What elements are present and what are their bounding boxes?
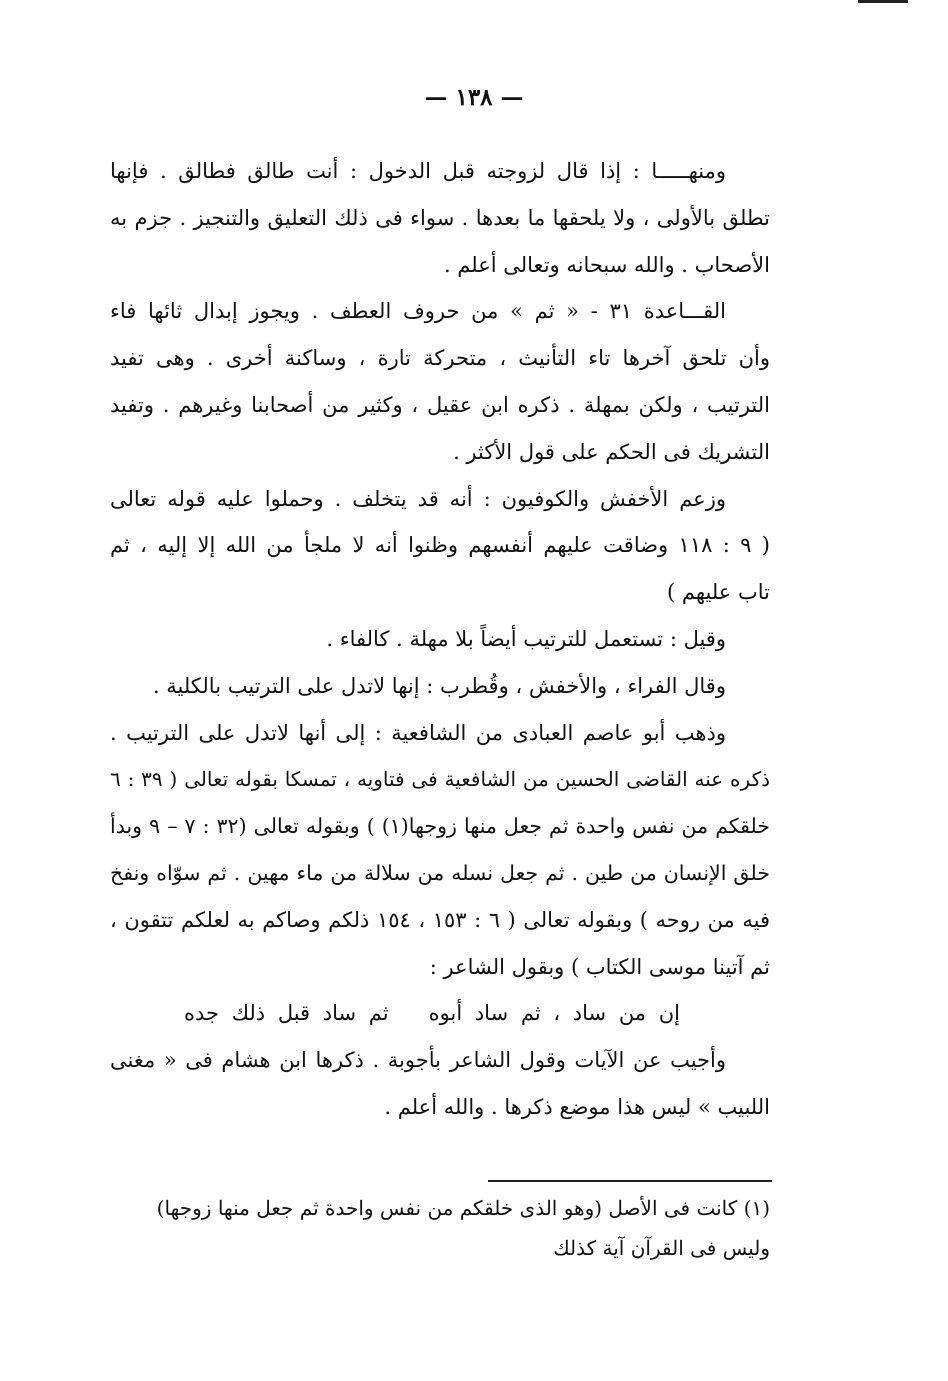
text-line: خلقكم من نفس واحدة ثم جعل منها زوجها(١) ) وبقوله تعالى (٣٢ : ٧ – ٩ وبدأ — [110, 814, 770, 839]
text-line: فيه من روحه ) وبقوله تعالى ( ٦ : ١٥٣ ، ١٥٤ ذلكم وصاكم به لعلكم تتقون ، — [110, 907, 770, 932]
footnote-line: وليس فى القرآن آية كذلك — [553, 1236, 770, 1260]
text-line: وقال الفراء ، والأخفش ، وقُطرب : إنها لاتدل على الترتيب بالكلية . — [152, 673, 726, 698]
text-line: خلق الإنسان من طين . ثم جعل نسله من سلالة من ماء مهين . ثم سوّاه ونفخ — [110, 860, 770, 885]
text-line: وزعم الأخفش والكوفيون : أنه قد يتخلف . وحملوا عليه قوله تعالى — [110, 486, 726, 511]
page-number: — ١٣٨ — — [424, 84, 524, 111]
text-line: تطلق بالأولى ، ولا يلحقها ما بعدها . سواء فى ذلك التعليق والتنجيز . جزم به — [110, 205, 770, 230]
verse-second-hemistich: ثم ساد قبل ذلك جده — [184, 1001, 389, 1026]
body-text — [110, 148, 770, 1131]
text-line: ذكره عنه القاضى الحسين من الشافعية فى فتاويه ، تمسكا بقوله تعالى ( ٣٩ : ٦ — [110, 767, 770, 792]
text-line: الترتيب ، ولكن بمهلة . ذكره ابن عقيل ، وكثير من أصحابنا وغيرهم . وتفيد — [110, 392, 770, 417]
verse-first-hemistich: إن من ساد ، ثم ساد أبوه — [428, 1001, 680, 1026]
text-line: ومنهـــــا : إذا قال لزوجته قبل الدخول : أنت طالق فطالق . فإنها — [110, 159, 726, 183]
text-line: اللبيب » ليس هذا موضع ذكرها . والله أعلم . — [384, 1094, 770, 1119]
text-line: وذهب أبو عاصم العبادى من الشافعية : إلى أنها لاتدل على الترتيب . — [110, 720, 726, 745]
verse-line — [110, 990, 770, 1037]
text-line: ثم آتينا موسى الكتاب ) وبقول الشاعر : — [429, 954, 770, 979]
footnote — [110, 1188, 770, 1268]
footnote-divider — [488, 1180, 772, 1182]
text-line: تاب عليهم ) — [666, 580, 770, 605]
text-line: الأصحاب . والله سبحانه وتعالى أعلم . — [443, 252, 770, 277]
rule-heading-line: القـــاعدة ٣١ - « ثم » من حروف العطف . ويجوز إبدال ثائها فاء — [110, 299, 726, 324]
text-line: التشريك فى الحكم على قول الأكثر . — [453, 439, 770, 464]
text-line: وأن تلحق آخرها تاء التأنيث ، متحركة تارة ، وساكنة أخرى . وهى تفيد — [110, 346, 770, 371]
corner-mark — [858, 0, 908, 3]
footnote-line: (١) كانت فى الأصل (وهو الذى خلقكم من نفس واحدة ثم جعل منها زوجها) — [156, 1196, 770, 1220]
text-line: وقيل : تستعمل للترتيب أيضاً بلا مهلة . كالفاء . — [326, 626, 726, 651]
text-line: وأجيب عن الآيات وقول الشاعر بأجوبة . ذكرها ابن هشام فى « مغنى — [110, 1048, 726, 1073]
text-line: ( ٩ : ١١٨ وضاقت عليهم أنفسهم وظنوا أنه لا ملجأ من الله إلا إليه ، ثم — [110, 533, 770, 558]
